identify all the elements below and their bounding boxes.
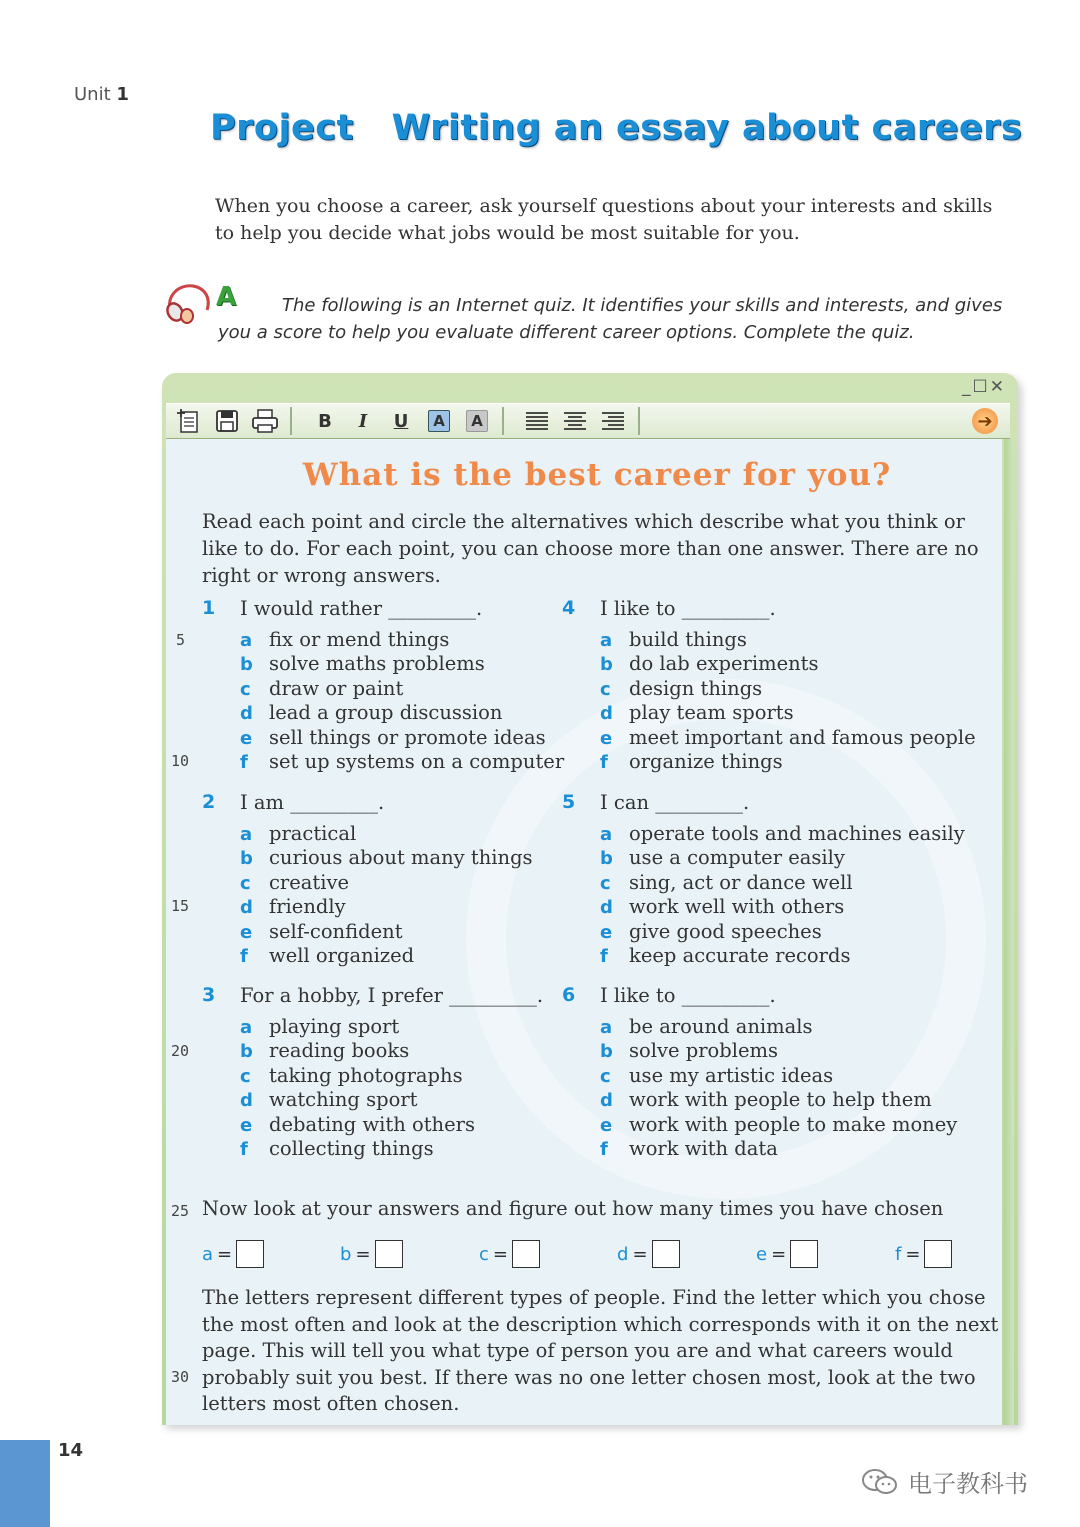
option-text: use my artistic ideas	[629, 1063, 834, 1087]
option-text: work with people to help them	[629, 1088, 932, 1112]
option[interactable]	[600, 1064, 957, 1088]
option-text: work well with others	[629, 895, 845, 919]
option-text: design things	[629, 676, 763, 700]
option-letter: a	[600, 630, 613, 651]
option-text: reading books	[269, 1039, 410, 1063]
option[interactable]	[240, 1113, 475, 1137]
tally-d	[617, 1240, 680, 1268]
option[interactable]	[600, 677, 976, 701]
option[interactable]	[240, 871, 533, 895]
option-letter: b	[600, 1041, 613, 1063]
toolbar-separator	[638, 407, 640, 435]
option-text: keep accurate records	[629, 943, 851, 967]
option-text: draw or paint	[269, 676, 404, 700]
option-text: play team sports	[629, 701, 794, 725]
option-text: work with data	[629, 1136, 778, 1160]
option[interactable]	[600, 1113, 957, 1137]
question-number: 2	[202, 791, 216, 813]
tally-letter: b	[340, 1243, 352, 1265]
options-list	[600, 628, 976, 774]
tally-a	[202, 1240, 264, 1268]
highlight-glyph: A	[428, 410, 450, 432]
option-text: watching sport	[269, 1088, 418, 1112]
option-letter: d	[240, 1090, 253, 1112]
option-letter: d	[240, 897, 253, 919]
tally-input[interactable]	[512, 1240, 540, 1268]
option-letter: e	[600, 1114, 613, 1136]
align-center-icon[interactable]	[560, 406, 590, 436]
option-text: debating with others	[269, 1112, 475, 1136]
option[interactable]	[240, 701, 564, 725]
option-letter: e	[240, 921, 253, 943]
option-letter: c	[600, 678, 611, 700]
option-letter: b	[240, 654, 253, 676]
option[interactable]	[600, 628, 976, 652]
option[interactable]	[240, 1039, 475, 1063]
task-instruction: The following is an Internet quiz. It identifies your skills and interests, and gives you a score to help you evaluate different career options. Complete the quiz.	[218, 295, 1003, 343]
option-text: fix or mend things	[269, 628, 450, 651]
line-number: 10	[171, 752, 190, 770]
align-right-icon[interactable]	[598, 406, 628, 436]
option-letter: b	[600, 848, 613, 870]
page-title	[210, 108, 1022, 148]
option-letter: f	[240, 945, 248, 967]
align-left-icon[interactable]	[522, 406, 552, 436]
count-instruction: Now look at your answers and figure out how many times you have chosen	[202, 1197, 944, 1220]
option-letter: e	[240, 727, 253, 749]
option-letter: a	[240, 630, 253, 651]
option-letter: e	[600, 921, 613, 943]
option[interactable]	[240, 652, 564, 676]
question-number: 1	[202, 597, 216, 619]
unit-number: 1	[116, 84, 129, 105]
question-stem: I can _________.	[600, 791, 750, 814]
option[interactable]	[600, 895, 965, 919]
question-number: 6	[562, 984, 576, 1006]
option-letter: c	[600, 872, 611, 894]
option-letter: a	[600, 824, 613, 845]
line-number: 25	[171, 1202, 190, 1220]
option-letter: c	[240, 1065, 251, 1087]
option[interactable]	[600, 846, 965, 870]
option-text: operate tools and machines easily	[629, 822, 965, 845]
line-number: 20	[171, 1042, 190, 1060]
option-letter: c	[600, 1065, 611, 1087]
window-scrollbar[interactable]	[1004, 439, 1014, 1425]
watermark-text: 电子教科书	[908, 1470, 1028, 1498]
option[interactable]	[240, 1137, 475, 1161]
next-arrow-icon[interactable]: ➔	[972, 408, 998, 434]
options-list	[240, 822, 533, 968]
option[interactable]	[240, 1088, 475, 1112]
option[interactable]	[240, 1064, 475, 1088]
option[interactable]	[600, 944, 965, 968]
option-letter: f	[240, 751, 248, 773]
option-text: meet important and famous people	[629, 725, 976, 749]
option[interactable]	[600, 920, 965, 944]
option-text: sell things or promote ideas	[269, 725, 546, 749]
option[interactable]	[600, 1137, 957, 1161]
watermark-logo	[860, 1464, 1028, 1499]
option-text: organize things	[629, 749, 783, 773]
tally-letter: f	[895, 1243, 902, 1265]
option[interactable]	[240, 628, 564, 652]
option-letter: e	[600, 727, 613, 749]
option-text: well organized	[269, 943, 415, 967]
bold-icon[interactable]: B	[318, 410, 332, 432]
intro-paragraph: When you choose a career, ask yourself questions about your interests and skills to help you decide what jobs would be most suitable for you.	[215, 195, 993, 244]
options-list	[600, 1015, 957, 1161]
option-text: set up systems on a computer	[269, 749, 565, 773]
wechat-icon	[860, 1466, 900, 1498]
window-controls[interactable]: _☐✕	[962, 377, 1006, 397]
line-number: 30	[171, 1368, 190, 1386]
option-letter: d	[600, 703, 613, 725]
option[interactable]	[600, 652, 976, 676]
option-text: taking photographs	[269, 1063, 463, 1087]
tally-input[interactable]	[236, 1240, 264, 1268]
tally-equals: =	[771, 1243, 787, 1265]
option-text: work with people to make money	[629, 1112, 958, 1136]
line-number: 15	[171, 897, 190, 915]
question-stem: I would rather _________.	[240, 597, 483, 620]
option-text: friendly	[269, 895, 346, 919]
shade-glyph: A	[466, 410, 488, 432]
option-text: curious about many things	[269, 846, 533, 870]
toolbar	[166, 403, 1010, 439]
tally-equals: =	[217, 1243, 233, 1265]
option-letter: d	[240, 703, 253, 725]
task-letter: A	[216, 282, 237, 312]
question-stem: I like to _________.	[600, 597, 776, 620]
option-letter: c	[240, 678, 251, 700]
shade-icon[interactable]	[462, 406, 492, 436]
option[interactable]	[600, 871, 965, 895]
option-letter: c	[240, 872, 251, 894]
option-letter: b	[600, 654, 613, 676]
page-number: 14	[58, 1440, 84, 1461]
tally-input[interactable]	[924, 1240, 952, 1268]
option[interactable]	[240, 1015, 475, 1039]
tally-equals: =	[492, 1243, 508, 1265]
tally-input[interactable]	[652, 1240, 680, 1268]
toolbar-separator	[290, 407, 292, 435]
option-letter: a	[600, 1017, 613, 1038]
option[interactable]	[600, 822, 965, 846]
options-list	[240, 1015, 475, 1161]
option-letter: f	[600, 751, 608, 773]
question-stem: I like to _________.	[600, 984, 776, 1007]
highlight-icon[interactable]	[424, 406, 454, 436]
option-letter: f	[600, 945, 608, 967]
quiz-intro: Read each point and circle the alternatives which describe what you think or like to do. For each point, you can choose more than one answer. There are no right or wrong answers.	[202, 510, 979, 587]
tally-f	[895, 1240, 952, 1268]
tally-e	[756, 1240, 818, 1268]
option-letter: f	[240, 1138, 248, 1160]
tally-letter: d	[617, 1243, 629, 1265]
title-project: Project	[210, 108, 354, 148]
unit-prefix: Unit	[74, 84, 111, 105]
title-subject: Writing an essay about careers	[391, 108, 1023, 148]
headphones-icon	[163, 282, 213, 324]
option[interactable]	[600, 726, 976, 750]
toolbar-separator	[502, 407, 504, 435]
option[interactable]	[600, 1015, 957, 1039]
option-letter: f	[600, 1138, 608, 1160]
option-text: self-confident	[269, 919, 403, 943]
option-text: use a computer easily	[629, 846, 845, 870]
option-letter: e	[240, 1114, 253, 1136]
option-text: be around animals	[629, 1015, 813, 1038]
option[interactable]	[240, 944, 533, 968]
option-text: solve problems	[629, 1039, 779, 1063]
option-text: playing sport	[269, 1015, 400, 1038]
underline-icon[interactable]: U	[393, 410, 409, 432]
options-list	[600, 822, 965, 968]
options-list	[240, 628, 564, 774]
tally-c	[479, 1240, 540, 1268]
tally-equals: =	[905, 1243, 921, 1265]
option-text: solve maths problems	[269, 652, 485, 676]
question-number: 5	[562, 791, 576, 813]
option-text: do lab experiments	[629, 652, 819, 676]
option-letter: d	[600, 897, 613, 919]
option[interactable]	[600, 1039, 957, 1063]
final-paragraph: The letters represent different types of people. Find the letter which you chose the most often and look at the description which corresponds with it on the next page. This will tell you what type of person you are and what careers would probably suit you best. If there was no one letter chosen most, look at the two letters most often chosen.	[202, 1286, 999, 1415]
question-stem: For a hobby, I prefer _________.	[240, 984, 544, 1007]
tally-equals: =	[355, 1243, 371, 1265]
tally-letter: e	[756, 1243, 768, 1265]
option[interactable]	[240, 822, 533, 846]
unit-label	[74, 84, 129, 105]
question-number: 4	[562, 597, 576, 619]
option[interactable]	[600, 1088, 957, 1112]
option[interactable]	[240, 726, 564, 750]
option[interactable]	[240, 895, 533, 919]
option-text: practical	[269, 822, 357, 845]
option-letter: b	[240, 1041, 253, 1063]
tally-letter: c	[479, 1243, 489, 1265]
quiz-title: What is the best career for you?	[302, 457, 892, 493]
page-tab	[0, 1440, 50, 1527]
question-number: 3	[202, 984, 216, 1006]
option-text: build things	[629, 628, 747, 651]
option-text: lead a group discussion	[269, 701, 503, 725]
new-document-icon[interactable]	[174, 406, 204, 436]
line-number: 5	[176, 631, 186, 649]
option-text: sing, act or dance well	[629, 870, 853, 894]
option[interactable]	[240, 677, 564, 701]
tally-input[interactable]	[790, 1240, 818, 1268]
tally-b	[340, 1240, 403, 1268]
option-letter: d	[600, 1090, 613, 1112]
option[interactable]	[600, 750, 976, 774]
option-text: creative	[269, 870, 350, 894]
option-letter: a	[240, 824, 253, 845]
option[interactable]	[240, 750, 564, 774]
option[interactable]	[600, 701, 976, 725]
question-stem: I am _________.	[240, 791, 385, 814]
option-text: give good speeches	[629, 919, 822, 943]
option-text: collecting things	[269, 1136, 434, 1160]
print-icon[interactable]	[250, 406, 280, 436]
tally-input[interactable]	[375, 1240, 403, 1268]
option-letter: a	[240, 1017, 253, 1038]
save-icon[interactable]	[212, 406, 242, 436]
option[interactable]	[240, 846, 533, 870]
option[interactable]	[240, 920, 533, 944]
italic-icon[interactable]: I	[358, 410, 368, 432]
tally-letter: a	[202, 1243, 214, 1265]
option-letter: b	[240, 848, 253, 870]
tally-equals: =	[632, 1243, 648, 1265]
